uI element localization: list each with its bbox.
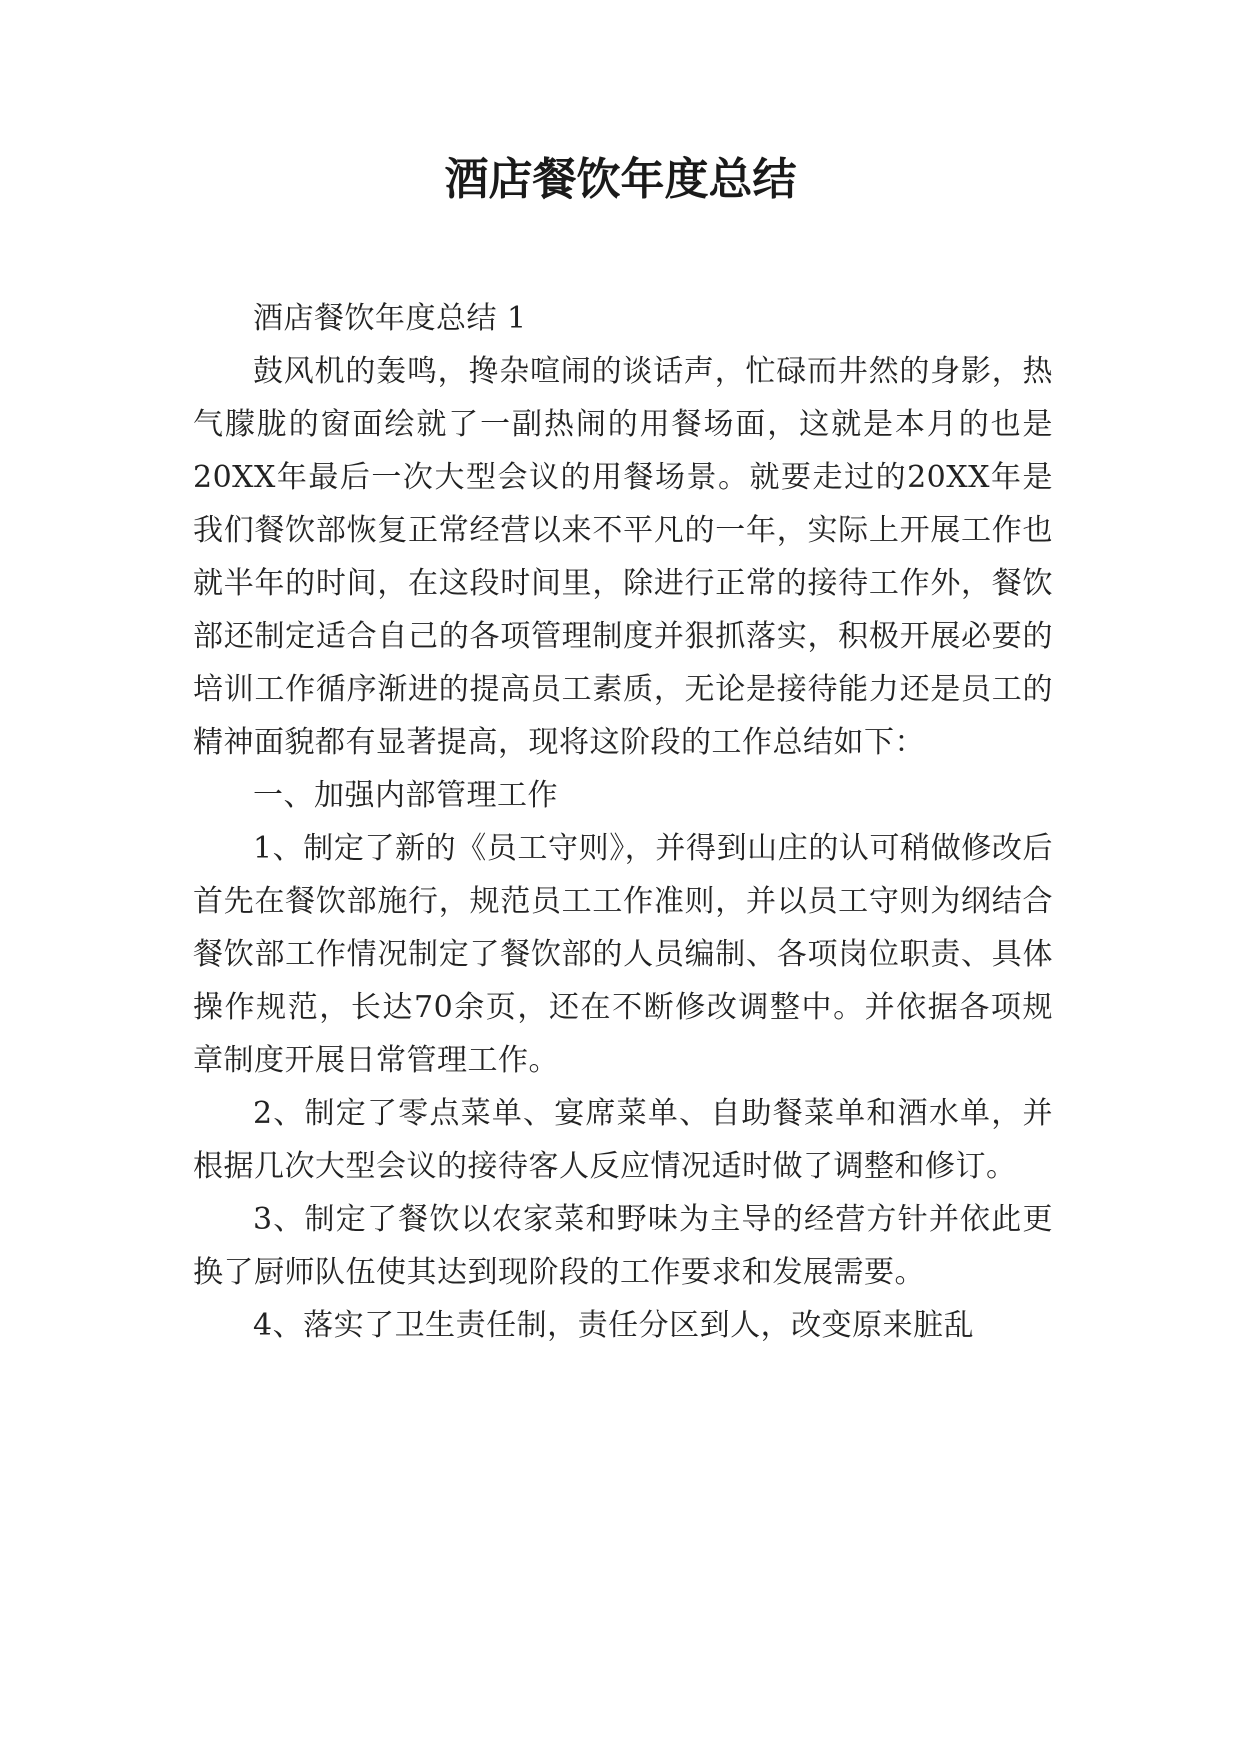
- paragraph: 4、落实了卫生责任制，责任分区到人，改变原来脏乱: [253, 1308, 975, 1343]
- paragraph: 1、制定了新的《员工守则》，并得到山庄的认可稍做修改后首先在餐饮部施行，规范员工工作准则，并以员工守则为纲结合餐饮部工作情况制定了餐饮部的人员编制、各项岗位职责、具体操作规范，长达70余页，还在不断修改调整中。并依据各项规章制度开展日常管理工作。: [193, 831, 1053, 1078]
- paragraph: 鼓风机的轰鸣，搀杂喧闹的谈话声，忙碌而井然的身影，热气朦胧的窗面绘就了一副热闹的用餐场面，这就是本月的也是20XX年最后一次大型会议的用餐场景。就要走过的20XX年是我们餐饮部恢复正常经营以来不平凡的一年，实际上开展工作也就半年的时间，在这段时间里，除进行正常的接待工作外，餐饮部还制定适合自己的各项管理制度并狠抓落实，积极开展必要的培训工作循序渐进的提高员工素质，无论是接待能力还是员工的精神面貌都有显著提高，现将这阶段的工作总结如下：: [193, 354, 1053, 760]
- document-title: 酒店餐饮年度总结: [444, 154, 797, 205]
- document-body: [193, 292, 1053, 1352]
- paragraph: 3、制定了餐饮以农家菜和野味为主导的经营方针并依此更换了厨师队伍使其达到现阶段的工作要求和发展需要。: [193, 1202, 1053, 1290]
- section-heading: 酒店餐饮年度总结 1: [253, 301, 527, 336]
- paragraph: 2、制定了零点菜单、宴席菜单、自助餐菜单和酒水单，并根据几次大型会议的接待客人反应情况适时做了调整和修订。: [193, 1096, 1053, 1184]
- section-heading: 一、加强内部管理工作: [253, 778, 558, 813]
